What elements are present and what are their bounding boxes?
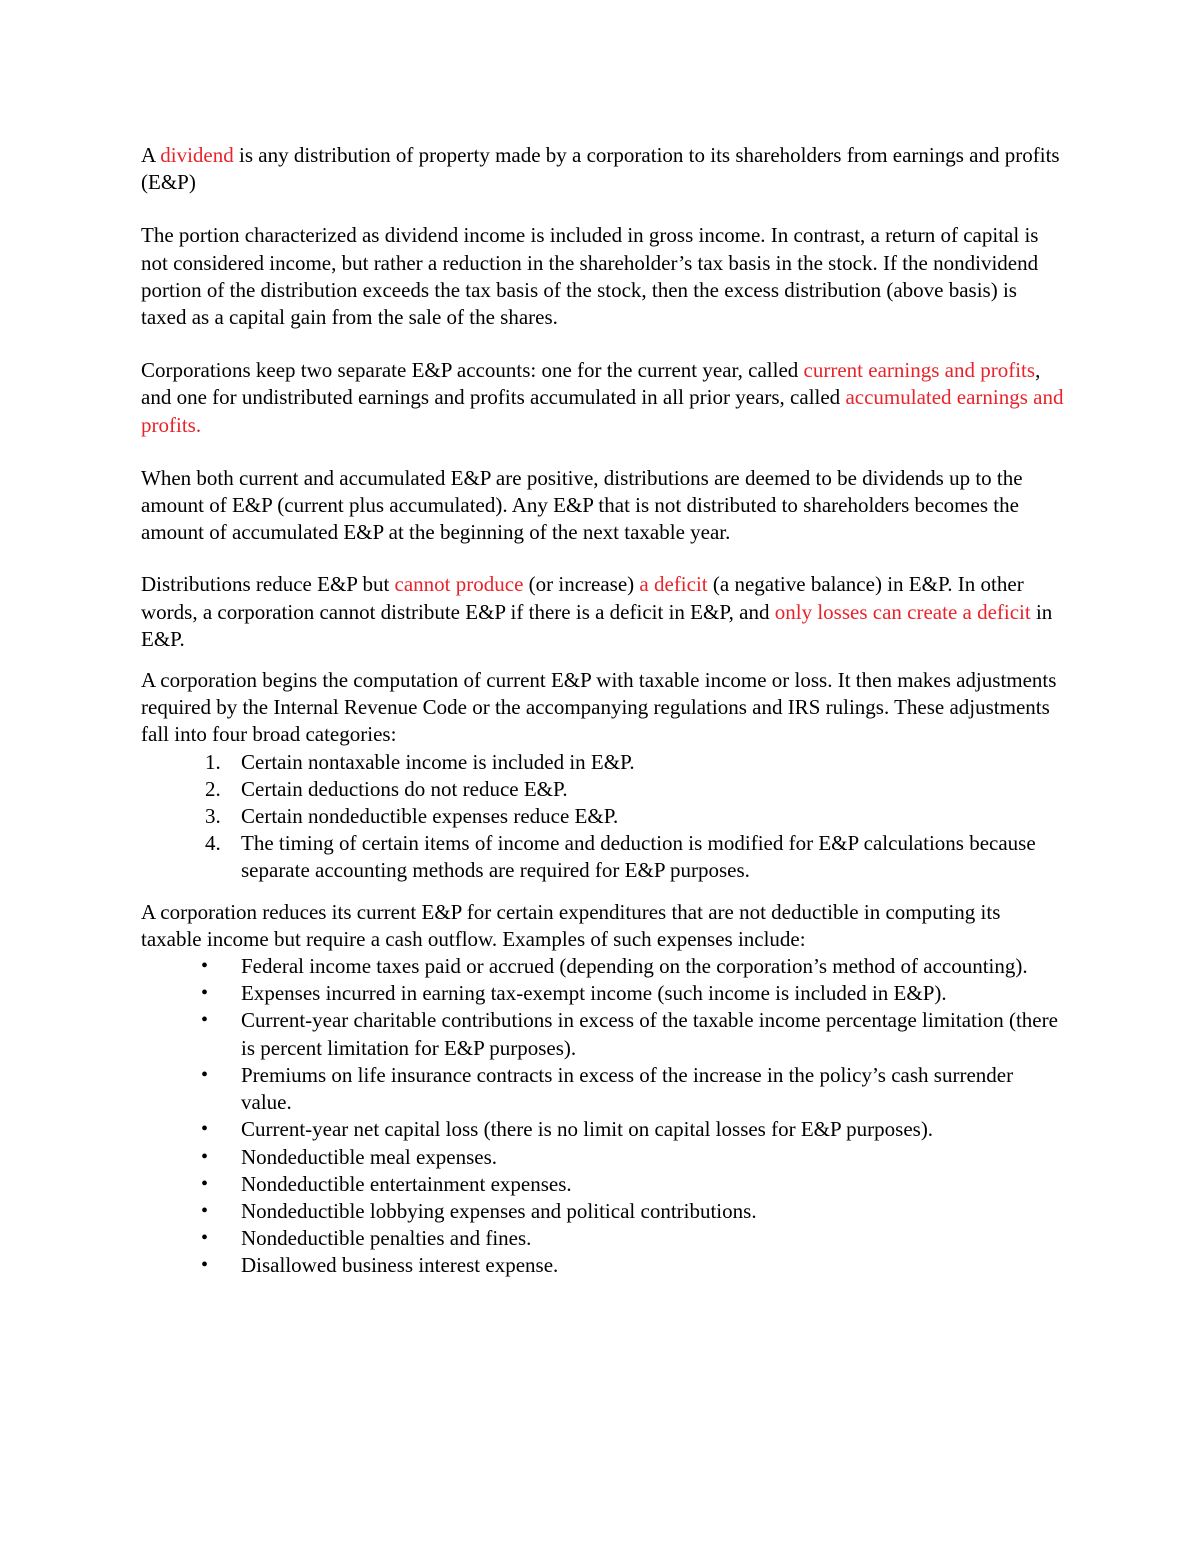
computation-paragraph: A corporation begins the computation of current E&P with taxable income or loss. It then makes adjustments required by the Internal Revenue Code or the accompanying regulations and IRS rulings. These adjustments fall into four broad categories: [141, 668, 1057, 747]
bullet-icon: • [201, 982, 209, 1005]
document-page [141, 142, 1066, 1280]
list-item: 1. Certain nontaxable income is included in E&P. [141, 749, 1066, 776]
bullet-icon: • [201, 1199, 209, 1222]
list-item: • Federal income taxes paid or accrued (depending on the corporation’s method of accounting). [141, 953, 1066, 980]
list-item: • Current-year net capital loss (there is no limit on capital losses for E&P purposes). [141, 1116, 1066, 1143]
positive-ep-paragraph: When both current and accumulated E&P are positive, distributions are deemed to be dividends up to the amount of E&P (current plus accumulated). Any E&P that is not distributed to shareholders becomes the amount of accumulated E&P at the beginning of the next taxable year. [141, 465, 1023, 545]
bullet-icon: • [201, 1172, 209, 1195]
list-item: 3. Certain nondeductible expenses reduce E&P. [141, 803, 1066, 830]
term-a-deficit: a deficit [639, 572, 708, 597]
list-item: • Nondeductible meal expenses. [141, 1144, 1066, 1171]
bullet-icon: • [201, 1118, 209, 1141]
deficit-paragraph: Distributions reduce E&P but cannot produce (or increase) a deficit (a negative balance) in E&P. In other words, a corporation cannot distribute E&P if there is a deficit in E&P, and only losses can create a deficit in E&P. [141, 572, 1053, 651]
term-only-losses: only losses can create a deficit [774, 599, 1031, 624]
term-current-ep: current earnings and profits [803, 358, 1036, 383]
term-cannot-produce: cannot produce [394, 572, 524, 597]
list-number: 4. [205, 831, 221, 856]
list-item: • Nondeductible lobbying expenses and political contributions. [141, 1198, 1066, 1225]
list-item: • Nondeductible penalties and fines. [141, 1225, 1066, 1252]
list-item: • Premiums on life insurance contracts in excess of the increase in the policy’s cash surrender value. [201, 1062, 1014, 1115]
list-number: 2. [205, 776, 221, 801]
bullet-icon: • [201, 1009, 209, 1032]
list-number: 1. [205, 749, 221, 774]
nondeductible-expenses-list [141, 953, 1066, 1279]
bullet-icon: • [201, 1227, 209, 1250]
list-item: • Disallowed business interest expense. [141, 1252, 1066, 1279]
list-item: 2. Certain deductions do not reduce E&P. [141, 776, 1066, 803]
list-item: • Nondeductible entertainment expenses. [141, 1171, 1066, 1198]
ep-accounts-paragraph: Corporations keep two separate E&P accounts: one for the current year, called current earnings and profits, and one for undistributed earnings and profits accumulated in all prior years, called accumulated earnings and profits. [141, 358, 1064, 437]
list-item: 4. The timing of certain items of income and deduction is modified for E&P calculations because separate accounting methods are required for E&P purposes. [205, 831, 1036, 883]
adjustment-categories-list [141, 749, 1066, 885]
expenditures-paragraph: A corporation reduces its current E&P for certain expenditures that are not deductible in computing its taxable income but require a cash outflow. Examples of such expenses include: [141, 899, 1001, 951]
list-number: 3. [205, 804, 221, 829]
gross-income-paragraph: The portion characterized as dividend income is included in gross income. In contrast, a return of capital is not considered income, but rather a reduction in the shareholder’s tax basis in the stock. If the nondividend portion of the distribution exceeds the tax basis of the stock, then the excess distribution (above basis) is taxed as a capital gain from the sale of the shares. [141, 223, 1039, 330]
bullet-icon: • [201, 1063, 209, 1086]
dividend-definition: A dividend is any distribution of property made by a corporation to its shareholders from earnings and profits (E&P) [141, 143, 1060, 195]
bullet-icon: • [201, 955, 209, 978]
bullet-icon: • [201, 1254, 209, 1277]
bullet-icon: • [201, 1145, 209, 1168]
term-dividend: dividend [160, 143, 234, 167]
list-item: • Current-year charitable contributions in excess of the taxable income percentage limitation (there is percent limitation for E&P purposes). [201, 1008, 1058, 1060]
list-item: • Expenses incurred in earning tax-exempt income (such income is included in E&P). [141, 980, 1066, 1007]
term-accumulated-ep: accumulated earnings and profits. [141, 385, 1064, 437]
